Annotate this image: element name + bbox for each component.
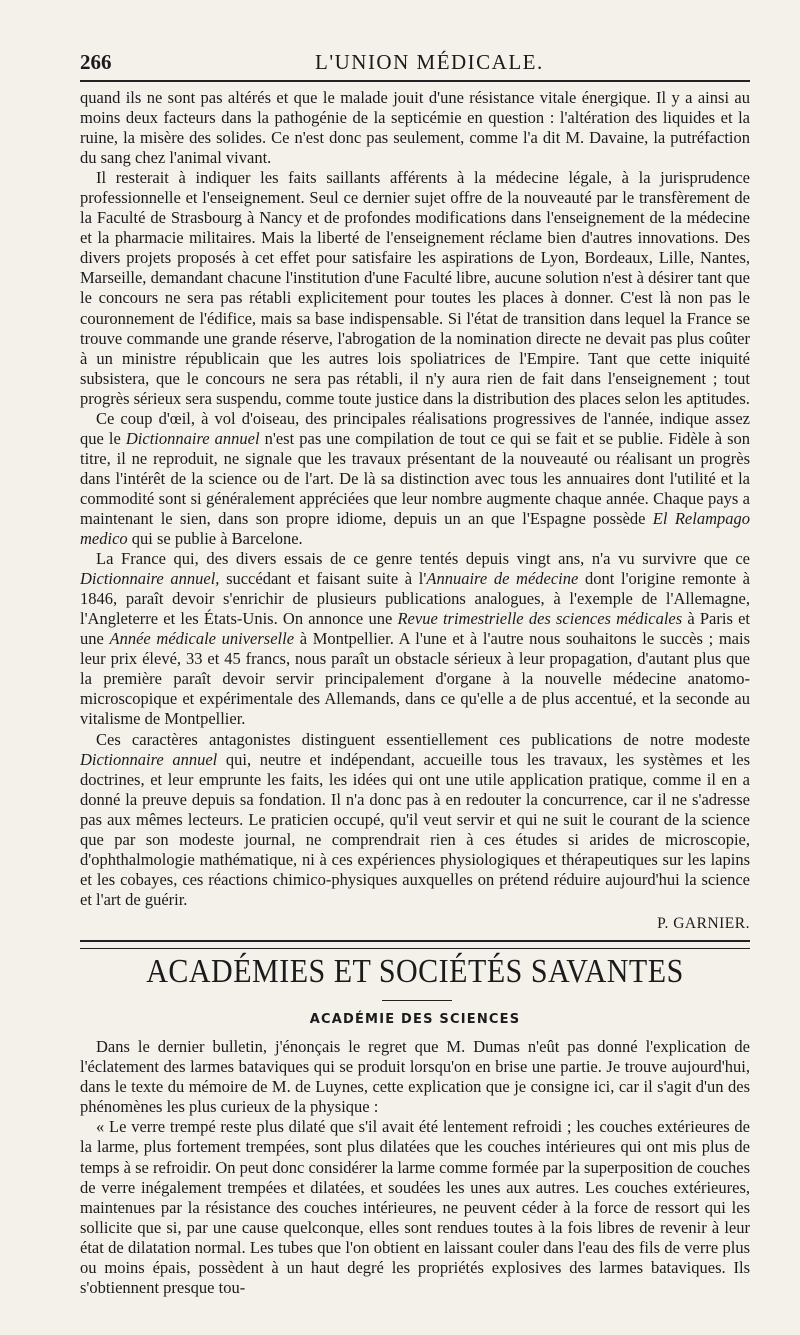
paragraph: « Le verre trempé reste plus dilaté que s'il avait été lentement refroidi ; les couches extérieures de la larme, plus fortement trempées, sont plus dilatées que les couches intérieures qui ont mis plus de temps à se refroidir. On peut donc considérer la larme comme formée par la superposition de couches de verre inégalement trempées et dilatées, et soudées les unes aux autres. Les couches extérieures, maintenues par la résistance des couches intérieures, ne peuvent céder à la force de ressort qui les sollicite que si, par une cause quelconque, elles sont rendues toutes à la fois libres de revenir à leur état de dilatation normal. Les tubes que l'on obtient en laissant couler dans l'eau des fils de verre plus ou moins épais, possèdent à un haut degré les propriétés explosives des larmes bataviques. Ils s'obtiennent presque tou- xyxy=(80,1117,750,1298)
italic-title: Dictionnaire annuel xyxy=(125,428,260,448)
italic-title: Annuaire de médecine xyxy=(426,569,579,589)
paragraph xyxy=(80,549,750,729)
italic-title: El Relampago medico xyxy=(80,508,750,549)
italic-title: Dictionnaire annuel, xyxy=(80,569,220,589)
text-run: dont l'origine remonte à 1846, paraît devoir s'enrichir de plusieurs publications analogues, à l'exemple de l'Allemagne, l'Angleterre et les États-Unis. On annonce une xyxy=(80,569,750,629)
text-run: La France qui, des divers essais de ce genre tentés depuis vingt ans, n'a vu survivre que ce xyxy=(96,549,750,569)
text-run: succédant et faisant suite à l' xyxy=(219,569,427,589)
text-run: qui, neutre et indépendant, accueille tous les travaux, les systèmes et les doctrines, et leur emprunte les faits, les idées qui ont une utile application pratique, comme il en a donné la preuve depuis sa fondation. Il n'a donc pas à en redouter la concurrence, car il ne s'adresse pas aux mêmes lecteurs. Le praticien occupé, qu'il veut servir et qui ne suit le courant de la science que par son modeste journal, ne comprendrait rien à ces études si arides de microscopie, d'ophthalmologie mathématique, ni à ces expériences physiologiques et thérapeutiques sur les lapins et les cobayes, ces réactions chimico-physiques auxquelles on prétend réduire aujourd'hui la science et l'art de guérir. xyxy=(80,749,750,909)
title-underline xyxy=(382,1000,452,1001)
paragraph: quand ils ne sont pas altérés et que le malade jouit d'une résistance vitale énergique. Il y a ainsi au moins deux facteurs dans la pathogénie de la septicémie en question : l'altération des liquides et la ruine, la misère des solides. Ce n'est donc pas seulement, comme l'a dit M. Davaine, la putréfaction du sang chez l'animal vivant. xyxy=(80,88,750,168)
paragraph xyxy=(80,409,750,549)
text-run: qui se publie à Barcelone. xyxy=(127,529,303,549)
paragraph xyxy=(80,730,750,910)
text-run: Ces caractères antagonistes distinguent essentiellement ces publications de notre modeste xyxy=(96,729,750,749)
text-run: n'est pas une compilation de tout ce qui se fait et se publie. Fidèle à son titre, il ne reproduit, ne signale que les travaux présentant de la nouveauté ou réalisant un progrès dans l'intérêt de la science ou de l'art. De là sa distinction avec tous les annuaires dont l'utilité et la commodité sont si généralement appréciées que leur nombre augmente chaque année. Chaque pays a maintenant le sien, dans son propre idiome, depuis un an que l'Espagne possède xyxy=(80,428,751,528)
italic-title: Revue trimestrielle des sciences médicales xyxy=(397,609,683,629)
page-number: 266 xyxy=(80,50,112,74)
author-signature: P. GARNIER. xyxy=(657,915,750,932)
italic-title: Année médicale universelle xyxy=(109,629,295,649)
subsection-title: ACADÉMIE DES SCIENCES xyxy=(309,1012,521,1027)
section-title: ACADÉMIES ET SOCIÉTÉS SAVANTES xyxy=(146,952,684,990)
italic-title: Dictionnaire annuel xyxy=(80,749,218,769)
header-rule xyxy=(80,80,750,82)
text-run: Ce coup d'œil, à vol d'oiseau, des principales réalisations progressives de l'année, indique assez que le xyxy=(80,408,750,448)
section-divider xyxy=(80,940,750,949)
section-body xyxy=(80,1037,750,1298)
text-run: à Montpellier. A l'une et à l'autre nous souhaitons le succès ; mais leur prix élevé, 33 et 45 francs, nous paraît un obstacle sérieux à leur propagation, d'autant plus que la première paraît devoir servir principalement d'organe à la nouvelle médecine anatomo-microscopique et expérimentale des Allemands, dans ce qu'elle a de plus accentué, et la seconde au vitalisme de Montpellier. xyxy=(80,629,751,729)
running-title: L'UNION MÉDICALE. xyxy=(315,50,544,74)
article-body xyxy=(80,88,750,910)
paragraph: Il resterait à indiquer les faits saillants afférents à la médecine légale, à la jurisprudence professionnelle et l'enseignement. Seul ce dernier sujet offre de la nouveauté par le transfèrement de la Faculté de Strasbourg à Nancy et de profondes modifications dans l'enseignement de la médecine et la pharmacie militaires. Mais la liberté de l'enseignement réclame bien d'autres innovations. Des divers projets proposés à cet effet pour satisfaire les aspirations de Lyon, Bordeaux, Lille, Nantes, Marseille, demandant chacune l'institution d'une Faculté libre, aucune solution n'est à désirer tant que le concours ne sera pas rétabli explicitement pour toutes les places à donner. C'est là non pas le couronnement de l'édifice, mais sa base indispensable. Si l'état de transition dans lequel la France se trouve commande une grande réserve, l'abrogation de la nomination directe ne devait pas plus coûter à un ministre républicain que les autres lois spoliatrices de l'Empire. Tant que cette iniquité subsistera, que le concours ne sera pas rétabli, il n'y aura rien de fait dans l'enseignement ; tout progrès sérieux sera suspendu, comme toute justice dans la distribution des places selon les aptitudes. xyxy=(80,168,750,408)
paragraph: Dans le dernier bulletin, j'énonçais le regret que M. Dumas n'eût pas donné l'explication de l'éclatement des larmes bataviques qui se produit lorsqu'on en brise une partie. Je trouve aujourd'hui, dans le texte du mémoire de M. de Luynes, cette explication que je consigne ici, car il s'agit d'un des phénomènes les plus curieux de la physique : xyxy=(80,1037,750,1117)
page-header xyxy=(80,42,750,82)
text-run: à Paris et une xyxy=(80,609,750,649)
